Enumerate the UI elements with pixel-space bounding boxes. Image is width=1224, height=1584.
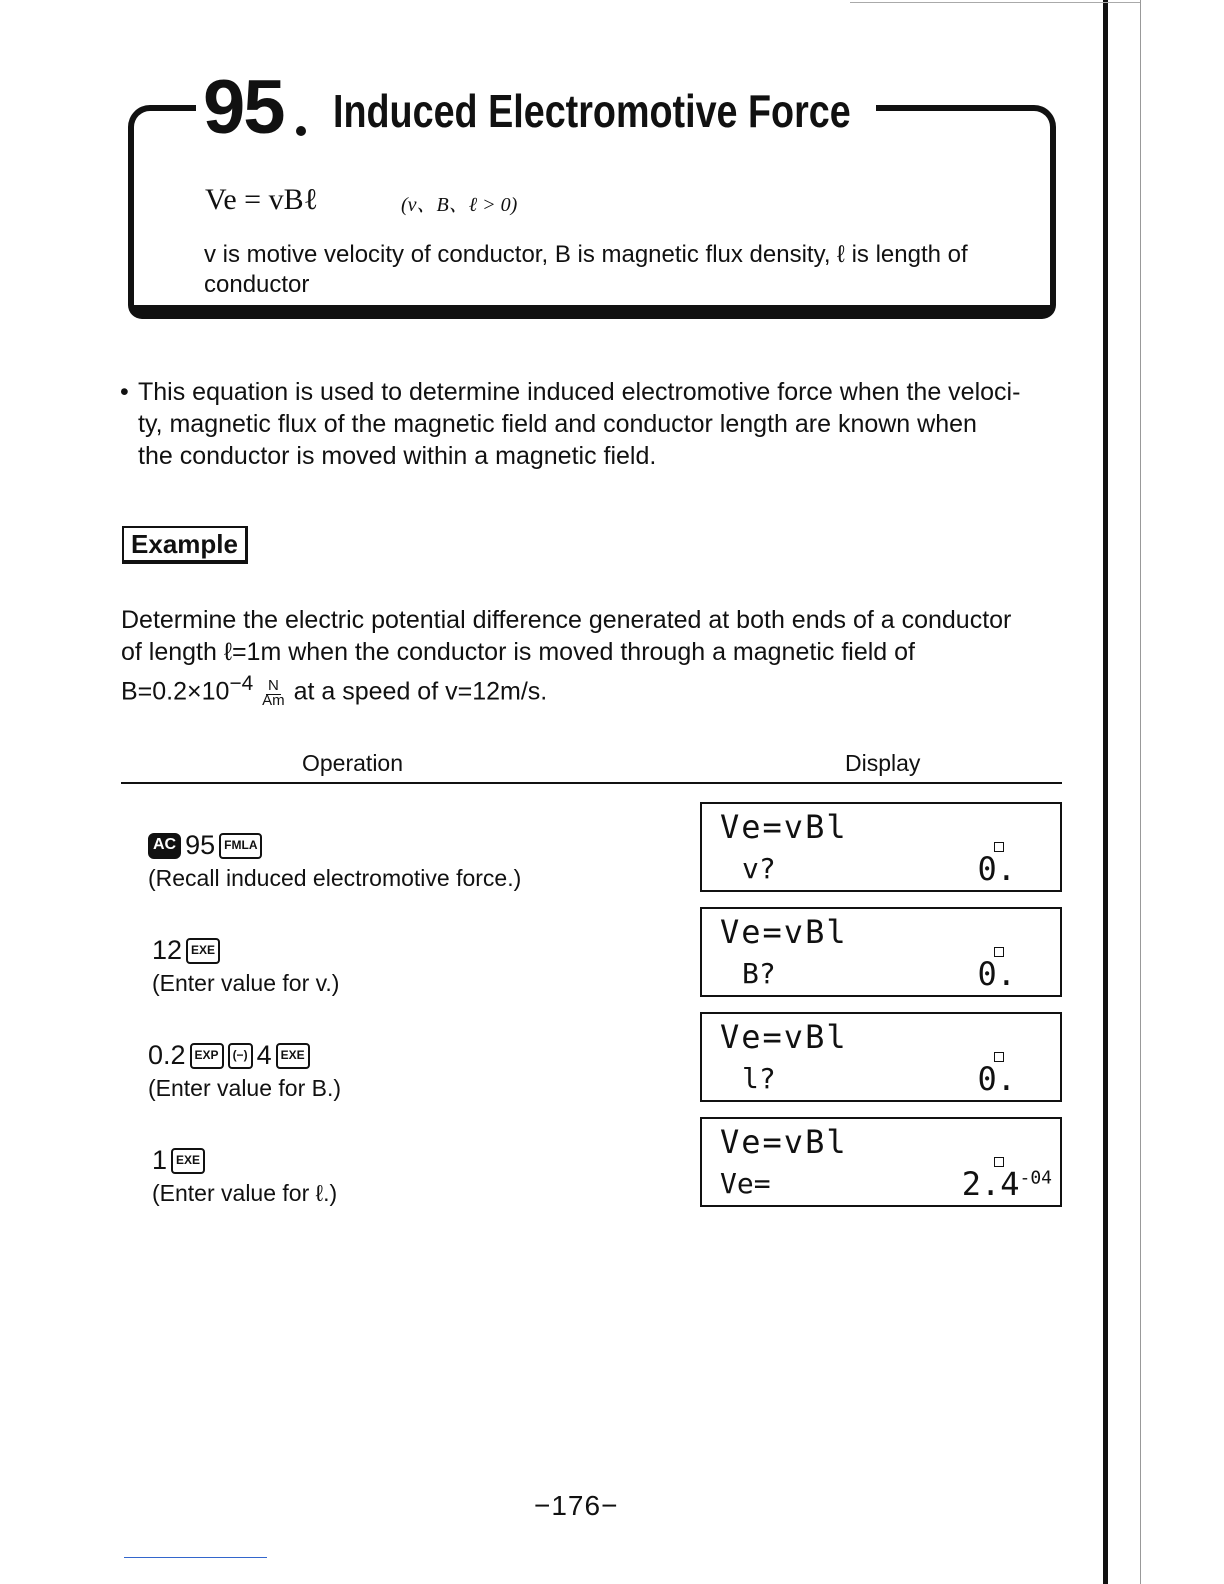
negative-key[interactable]: (−) bbox=[228, 1043, 253, 1069]
step-3-exponent: 4 bbox=[256, 1040, 272, 1070]
step-2-note: (Enter value for v.) bbox=[152, 970, 340, 996]
flux-exponent: −4 bbox=[229, 672, 254, 695]
step-1 bbox=[148, 830, 521, 892]
unit-numerator: N bbox=[267, 676, 279, 694]
step-3 bbox=[148, 1040, 341, 1102]
exe-key[interactable]: EXE bbox=[171, 1148, 205, 1174]
display-2-formula: Ve=vBl bbox=[720, 913, 848, 951]
display-4-value bbox=[962, 1165, 1052, 1203]
problem-line-2: of length ℓ=1m when the conductor is moved through a magnetic field of bbox=[121, 638, 915, 666]
example-label: Example bbox=[122, 526, 248, 564]
speed-text: at a speed of v=12m/s. bbox=[293, 677, 548, 706]
bullet-icon: • bbox=[120, 378, 129, 406]
display-4-formula: Ve=vBl bbox=[720, 1123, 848, 1161]
bullet-line-2: ty, magnetic flux of the magnetic field and conductor length are known when bbox=[138, 410, 977, 438]
page-number: −176− bbox=[534, 1490, 619, 1521]
display-header: Display bbox=[845, 750, 921, 776]
display-1-formula: Ve=vBl bbox=[720, 808, 848, 846]
step-4-digits: 1 bbox=[152, 1145, 168, 1175]
unit-fraction bbox=[262, 678, 285, 708]
display-4 bbox=[700, 1117, 1062, 1207]
result-exponent: -04 bbox=[1019, 1167, 1052, 1189]
explanation-bullet bbox=[120, 376, 1070, 472]
section-number: 95 bbox=[203, 65, 284, 150]
exe-key[interactable]: EXE bbox=[276, 1043, 310, 1069]
bullet-line-3: the conductor is moved within a magnetic field. bbox=[138, 442, 657, 470]
section-title: Induced Electromotive Force bbox=[333, 85, 851, 137]
step-4 bbox=[152, 1145, 337, 1207]
example-problem bbox=[121, 604, 1067, 708]
display-3 bbox=[700, 1012, 1062, 1102]
unit-denominator: Am bbox=[262, 691, 285, 709]
problem-line-3 bbox=[121, 668, 1067, 708]
display-1-prompt: v? bbox=[742, 852, 776, 885]
step-3-note: (Enter value for B.) bbox=[148, 1075, 342, 1101]
result-mantissa: 2.4 bbox=[961, 1165, 1020, 1203]
display-4-prompt: Ve= bbox=[720, 1167, 771, 1200]
step-3-digits: 0.2 bbox=[148, 1040, 186, 1070]
display-2 bbox=[700, 907, 1062, 997]
step-2-digits: 12 bbox=[152, 935, 183, 965]
step-1-digits: 95 bbox=[185, 830, 216, 860]
step-4-note: (Enter value for ℓ.) bbox=[152, 1180, 338, 1206]
section-dot bbox=[296, 126, 306, 136]
header-rule bbox=[121, 782, 1062, 784]
operation-header: Operation bbox=[302, 750, 404, 776]
display-1 bbox=[700, 802, 1062, 892]
bullet-line-1: This equation is used to determine induced electromotive force when the veloci- bbox=[138, 378, 1021, 406]
display-3-value: 0. bbox=[977, 1060, 1016, 1098]
display-3-prompt: l? bbox=[742, 1062, 776, 1095]
binding-edge bbox=[1103, 0, 1108, 1584]
step-1-note: (Recall induced electromotive force.) bbox=[148, 865, 522, 891]
formula: Ve = vBℓ bbox=[205, 183, 318, 216]
page-edge bbox=[1140, 0, 1141, 1584]
exp-key[interactable]: EXP bbox=[190, 1043, 224, 1069]
ac-key[interactable]: AC bbox=[148, 833, 181, 859]
display-2-prompt: B? bbox=[742, 957, 776, 990]
formula-condition: (v、B、ℓ > 0) bbox=[401, 194, 518, 216]
display-1-value: 0. bbox=[977, 850, 1016, 888]
display-2-value: 0. bbox=[977, 955, 1016, 993]
fmla-key[interactable]: FMLA bbox=[219, 833, 262, 859]
scan-mark bbox=[124, 1557, 267, 1558]
flux-value: B=0.2×10 bbox=[121, 677, 230, 706]
formula-description: v is motive velocity of conductor, B is magnetic flux density, ℓ is length of conductor bbox=[204, 241, 968, 298]
display-3-formula: Ve=vBl bbox=[720, 1018, 848, 1056]
problem-line-1: Determine the electric potential difference generated at both ends of a conductor bbox=[121, 606, 1012, 634]
step-2 bbox=[152, 935, 339, 997]
top-edge-line bbox=[850, 2, 1140, 3]
exe-key[interactable]: EXE bbox=[186, 938, 220, 964]
